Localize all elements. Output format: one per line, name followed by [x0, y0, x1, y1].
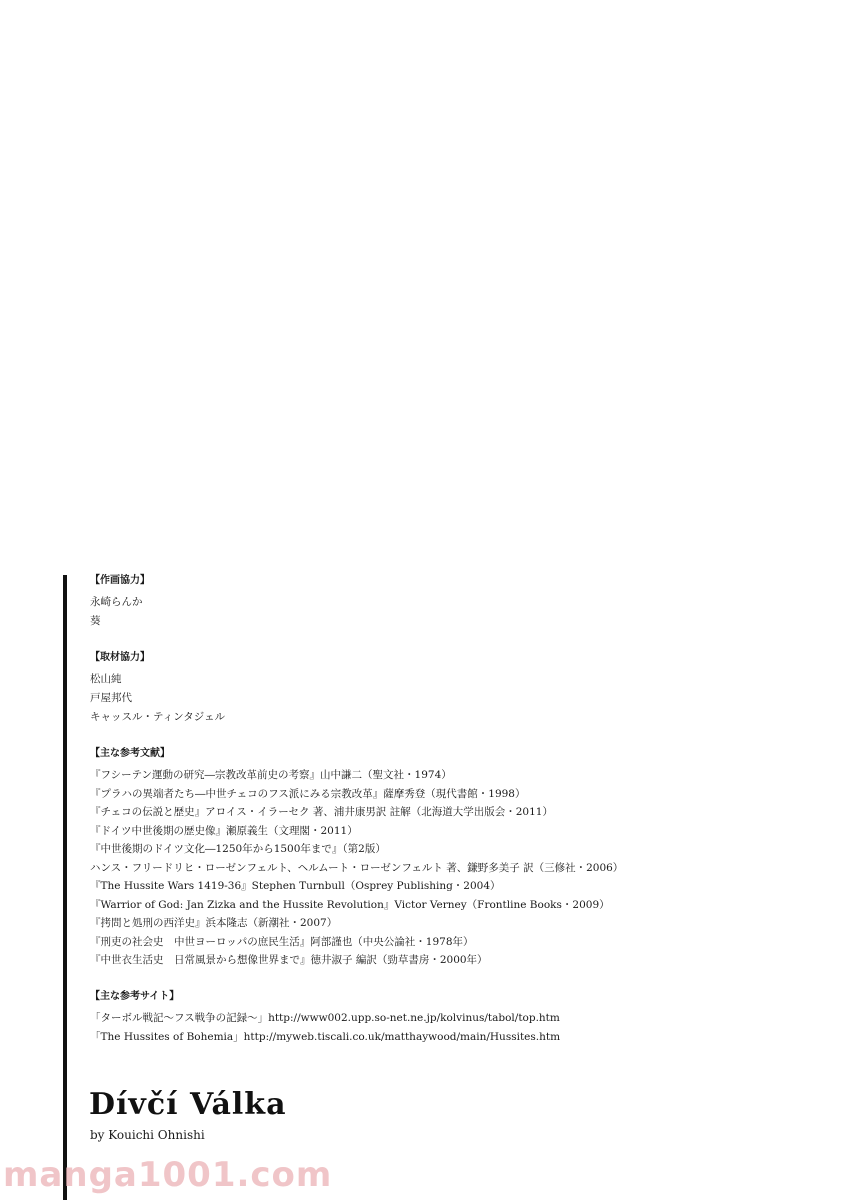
author-byline: by Kouichi Ohnishi: [90, 1128, 205, 1142]
reference-item: 『ドイツ中世後期の歴史像』瀬原義生（文理閣・2011）: [90, 824, 358, 837]
reference-item: 『拷問と処刑の西洋史』浜本隆志（新潮社・2007）: [90, 917, 338, 929]
art-assistance-list: [90, 593, 810, 631]
research-assistance-section: [90, 651, 810, 727]
watermark: manga1001.com: [3, 1155, 333, 1195]
reference-site-item: 「ターボル戦記〜フス戦争の記録〜」http://www002.upp.so-net.ne.jp/kolvinus/tabol/top.htm: [90, 1011, 560, 1024]
reference-sites-list: [90, 1009, 810, 1047]
references-heading: 【主な参考文献】: [90, 748, 170, 759]
credit-name: 戸屋邦代: [90, 692, 132, 704]
vertical-rule: [63, 575, 67, 1200]
references-list: [90, 766, 810, 970]
reference-item: 『刑吏の社会史 中世ヨーロッパの庶民生活』阿部謹也（中央公論社・1978年）: [90, 935, 474, 948]
credit-name: キャッスル・ティンタジェル: [90, 711, 226, 723]
reference-item: ハンス・フリードリヒ・ローゼンフェルト、ヘルムート・ローゼンフェルト 著、鎌野多美子 訳（三修社・2006）: [90, 861, 624, 874]
reference-item: 『チェコの伝説と歴史』アロイス・イラーセク 著、浦井康男訳 註解（北海道大学出版会・2011）: [90, 806, 553, 818]
research-assistance-list: [90, 670, 810, 727]
reference-item: 『フシーテン運動の研究―宗教改革前史の考察』山中謙二（聖文社・1974）: [90, 769, 452, 781]
credit-name: 葵: [90, 615, 101, 627]
reference-item: 『中世後期のドイツ文化―1250年から1500年まで』（第2版）: [90, 843, 386, 855]
art-assistance-heading: 【作画協力】: [90, 575, 150, 586]
reference-site-item: 「The Hussites of Bohemia」http://myweb.tiscali.co.uk/matthaywood/main/Hussites.htm: [90, 1030, 561, 1043]
references-section: [90, 747, 810, 970]
reference-item: 『プラハの異端者たち―中世チェコのフス派にみる宗教改革』薩摩秀登（現代書館・1998）: [90, 787, 526, 800]
credits-block: [90, 574, 810, 1067]
reference-sites-section: [90, 990, 810, 1047]
research-assistance-heading: 【取材協力】: [90, 652, 150, 663]
credit-name: 永崎らんか: [90, 596, 143, 608]
reference-item: 『The Hussite Wars 1419-36』Stephen Turnbull（Osprey Publishing・2004）: [90, 880, 501, 892]
credit-name: 松山純: [90, 673, 122, 685]
reference-item: 『中世衣生活史 日常風景から想像世界まで』徳井淑子 編訳（勁草書房・2000年）: [90, 954, 488, 966]
title-logo: Dívčí Válka: [89, 1087, 287, 1122]
art-assistance-section: [90, 574, 810, 631]
reference-item: 『Warrior of God: Jan Zizka and the Hussite Revolution』Victor Verney（Frontline Books・2009）: [90, 898, 610, 911]
reference-sites-heading: 【主な参考サイト】: [90, 990, 180, 1002]
